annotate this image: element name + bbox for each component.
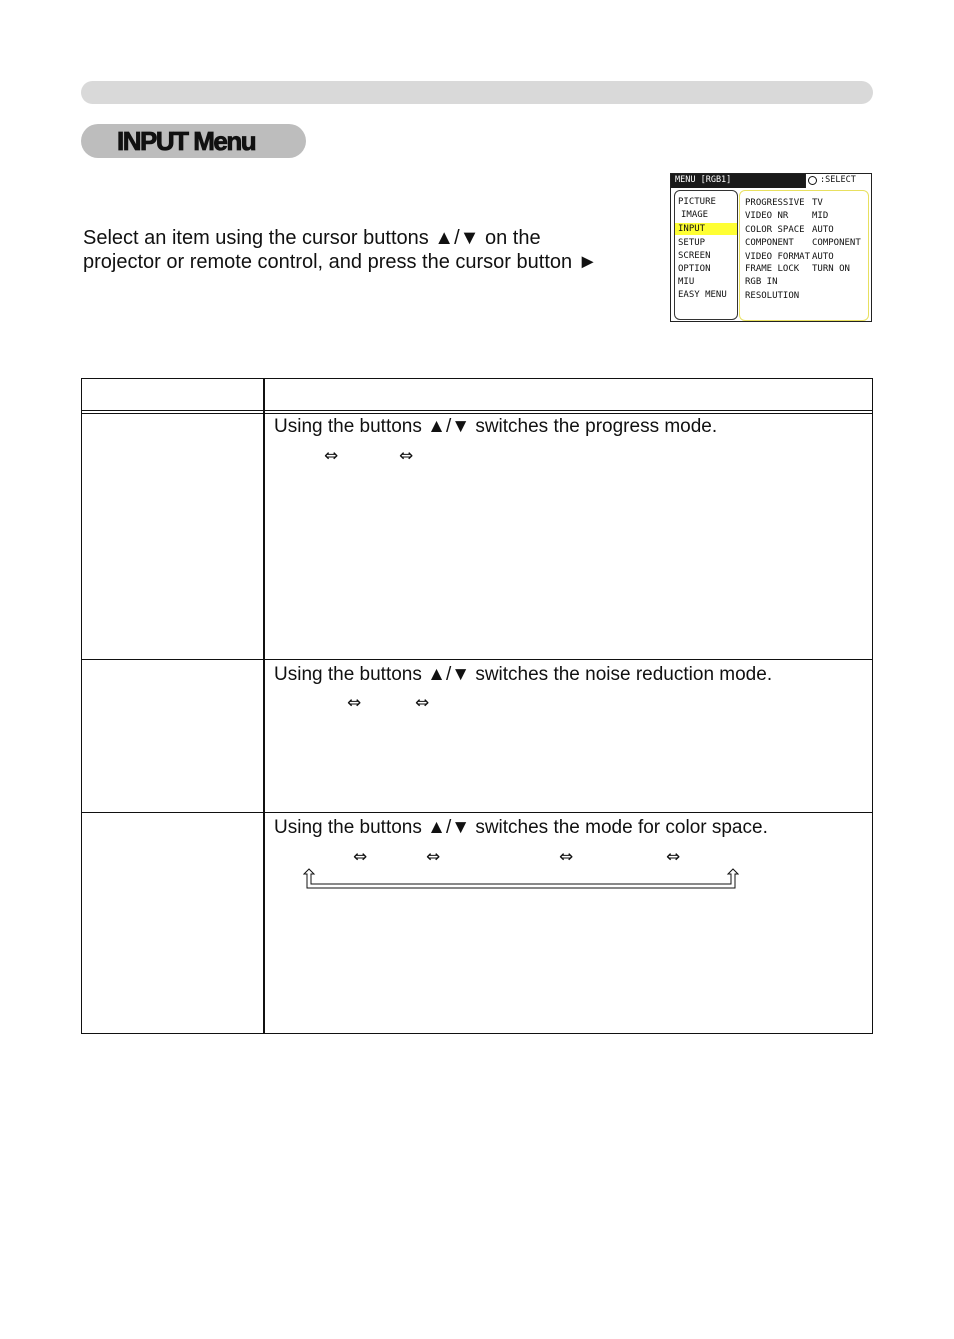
osd-menu-item-option[interactable]: OPTION [678, 264, 711, 274]
osd-menu-item-input[interactable]: INPUT [675, 223, 737, 235]
table-border [81, 410, 873, 411]
table-border [81, 378, 873, 379]
osd-setting-name[interactable]: VIDEO FORMAT [745, 252, 811, 262]
osd-menu-list [674, 190, 738, 320]
osd-setting-value: AUTO [812, 252, 834, 262]
osd-setting-value: AUTO [812, 225, 834, 235]
osd-setting-value: COMPONENT [812, 238, 861, 248]
input-menu-table [81, 378, 873, 1034]
osd-title: MENU [RGB1] [675, 175, 732, 185]
table-border [81, 378, 82, 1034]
osd-menu-item-easy-menu[interactable]: EASY MENU [678, 290, 727, 300]
osd-setting-name[interactable]: RGB IN [745, 277, 778, 287]
double-arrow-icon: ⇔ [399, 446, 414, 466]
double-arrow-icon: ⇔ [324, 446, 339, 466]
table-border [81, 1033, 873, 1034]
osd-setting-value: MID [812, 211, 829, 221]
osd-setting-name[interactable]: PROGRESSIVE [745, 198, 805, 208]
osd-setting-value: TURN ON [812, 264, 850, 274]
osd-settings-panel [739, 190, 869, 321]
osd-menu-item-screen[interactable]: SCREEN [678, 251, 711, 261]
osd-menu-item-image[interactable]: IMAGE [681, 210, 709, 220]
table-border [263, 378, 265, 1034]
header-bar [81, 81, 873, 104]
row-color-space-description: Using the buttons ▲/▼ switches the mode for color space. [274, 817, 768, 838]
table-border [81, 659, 873, 660]
double-arrow-icon: ⇔ [426, 847, 441, 867]
table-border [872, 378, 873, 1034]
table-border [81, 413, 873, 414]
table-border [81, 812, 873, 813]
osd-menu-item-miu[interactable]: MIU [678, 277, 695, 287]
section-title: INPUT Menu [117, 126, 256, 156]
select-dial-icon [808, 176, 817, 185]
double-arrow-icon: ⇔ [415, 693, 430, 713]
osd-setting-name[interactable]: RESOLUTION [745, 291, 800, 301]
osd-select-hint [805, 174, 871, 188]
double-arrow-icon: ⇔ [353, 847, 368, 867]
osd-select-label: :SELECT [820, 175, 856, 185]
osd-setting-value: TV [812, 198, 823, 208]
osd-setting-name[interactable]: COLOR SPACE [745, 225, 805, 235]
intro-line-2: projector or remote control, and press the cursor button ► [83, 251, 598, 273]
row-progressive-description: Using the buttons ▲/▼ switches the progress mode. [274, 416, 718, 437]
intro-text [83, 226, 663, 274]
osd-menu-item-setup[interactable]: SETUP [678, 238, 706, 248]
osd-header [671, 174, 871, 188]
osd-setting-name[interactable]: COMPONENT [745, 238, 794, 248]
intro-line-1: Select an item using the cursor buttons ▲/▼ on the [83, 227, 541, 249]
osd-menu-item-picture[interactable]: PICTURE [678, 197, 716, 207]
double-arrow-icon: ⇔ [559, 847, 574, 867]
cycle-return-arrow-icon [303, 868, 739, 890]
osd-setting-name[interactable]: VIDEO NR [745, 211, 789, 221]
double-arrow-icon: ⇔ [666, 847, 681, 867]
osd-menu [670, 173, 872, 322]
double-arrow-icon: ⇔ [347, 693, 362, 713]
row-video-nr-description: Using the buttons ▲/▼ switches the noise reduction mode. [274, 664, 773, 685]
osd-setting-name[interactable]: FRAME LOCK [745, 264, 800, 274]
